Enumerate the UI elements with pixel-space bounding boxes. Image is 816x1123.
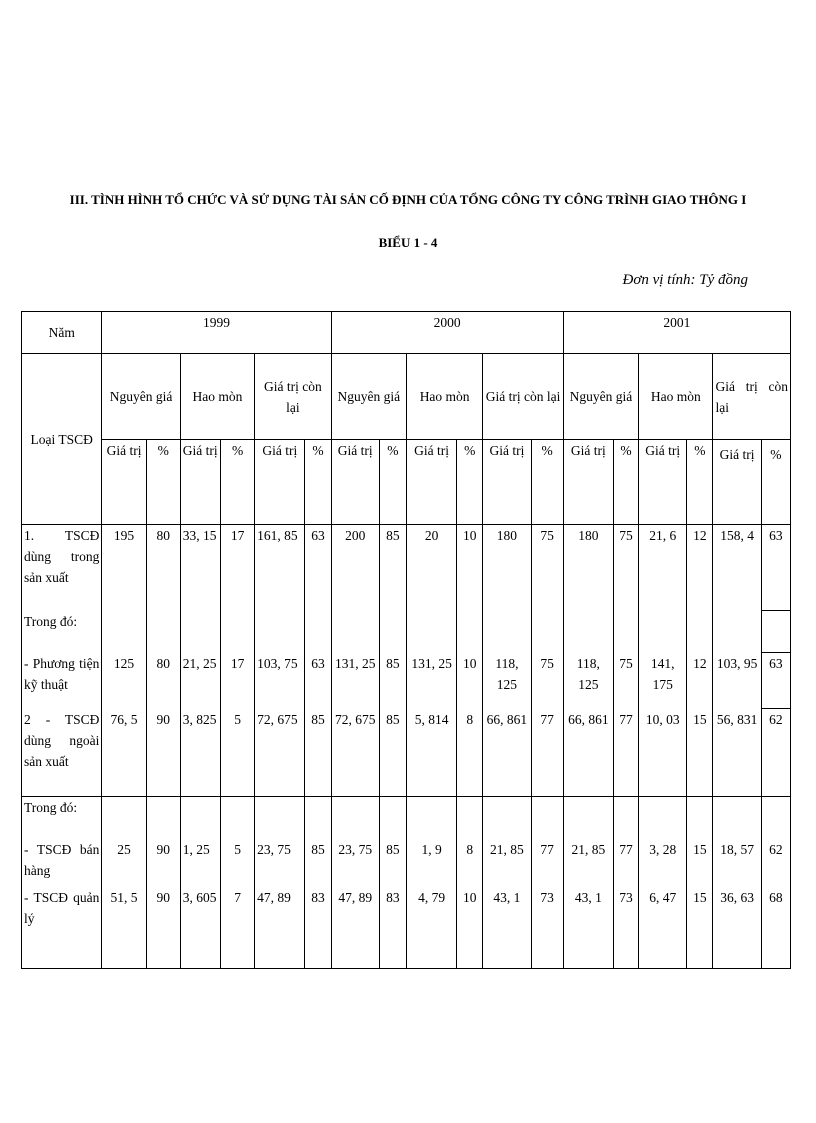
- header-group: Giá trị còn lại: [255, 354, 331, 440]
- value-cell: 103, 95: [713, 653, 761, 709]
- percent-cell: 17: [221, 525, 255, 611]
- value-cell: 195: [102, 525, 146, 611]
- value-cell: 3, 825: [180, 709, 220, 797]
- header-year-label: Năm: [22, 312, 102, 354]
- value-cell: 5, 814: [406, 709, 456, 797]
- percent-cell: 75: [531, 653, 563, 709]
- row-label: - Phương tiện kỹ thuật: [22, 653, 102, 709]
- value-cell: 131, 25: [331, 653, 379, 709]
- percent-cell: 85: [379, 709, 406, 797]
- percent-cell: 83: [379, 887, 406, 969]
- header-sub-value: Giá trị: [713, 440, 761, 525]
- header-year-1999: 1999: [102, 312, 331, 354]
- value-cell: 161, 85: [255, 525, 305, 611]
- header-group: Giá trị còn lại: [483, 354, 563, 440]
- header-sub-pct: %: [305, 440, 331, 525]
- percent-cell: 85: [305, 709, 331, 797]
- header-sub-value: Giá trị: [180, 440, 220, 525]
- row-label: Trong đó:: [22, 797, 102, 839]
- value-cell: 23, 75: [331, 839, 379, 887]
- percent-cell: 8: [457, 839, 483, 887]
- header-sub-row: [22, 440, 791, 525]
- header-sub-value: Giá trị: [563, 440, 613, 525]
- value-cell: 180: [563, 525, 613, 611]
- header-sub-value: Giá trị: [639, 440, 687, 525]
- header-sub-pct: %: [457, 440, 483, 525]
- header-group-row: [22, 354, 791, 440]
- value-cell: 1, 9: [406, 839, 456, 887]
- table-row: [22, 525, 791, 611]
- value-cell: 3, 28: [639, 839, 687, 887]
- percent-cell: 17: [221, 653, 255, 709]
- table-caption: BIỂU 1 - 4: [378, 235, 438, 250]
- percent-cell: 12: [687, 653, 713, 709]
- header-sub-pct: %: [221, 440, 255, 525]
- header-sub-value: Giá trị: [102, 440, 146, 525]
- value-cell: 66, 861: [483, 709, 531, 797]
- table-row: [22, 611, 791, 653]
- percent-cell: 68: [761, 887, 790, 969]
- header-group: Hao mòn: [639, 354, 713, 440]
- header-year-2000: 2000: [331, 312, 563, 354]
- table-row: [22, 797, 791, 839]
- value-cell: 21, 85: [483, 839, 531, 887]
- value-cell: 33, 15: [180, 525, 220, 611]
- header-sub-pct: %: [531, 440, 563, 525]
- header-group: Nguyên giá: [331, 354, 406, 440]
- value-cell: 47, 89: [255, 887, 305, 969]
- header-group: Nguyên giá: [102, 354, 180, 440]
- value-cell: 131, 25: [406, 653, 456, 709]
- value-cell: 10, 03: [639, 709, 687, 797]
- percent-cell: 85: [305, 839, 331, 887]
- percent-cell: 63: [305, 653, 331, 709]
- value-cell: 36, 63: [713, 887, 761, 969]
- percent-cell: 77: [613, 709, 638, 797]
- percent-cell: 7: [221, 887, 255, 969]
- table-row: [22, 839, 791, 887]
- value-cell: 6, 47: [639, 887, 687, 969]
- percent-cell: 77: [531, 839, 563, 887]
- percent-cell: 73: [531, 887, 563, 969]
- header-group: Nguyên giá: [563, 354, 638, 440]
- percent-cell: 75: [613, 525, 638, 611]
- percent-cell: 85: [379, 839, 406, 887]
- header-year-row: [22, 312, 791, 354]
- value-cell: 158, 4: [713, 525, 761, 611]
- value-cell: 125: [102, 653, 146, 709]
- header-sub-value: Giá trị: [331, 440, 379, 525]
- value-cell: 4, 79: [406, 887, 456, 969]
- value-cell: 1, 25: [180, 839, 220, 887]
- header-type-label: Loại TSCĐ: [22, 354, 102, 525]
- percent-cell: 10: [457, 653, 483, 709]
- percent-cell: 5: [221, 839, 255, 887]
- percent-cell: 15: [687, 709, 713, 797]
- percent-cell: 75: [613, 653, 638, 709]
- percent-cell: 80: [146, 653, 180, 709]
- value-cell: 25: [102, 839, 146, 887]
- percent-cell: 77: [531, 709, 563, 797]
- header-group: Hao mòn: [180, 354, 254, 440]
- value-cell: 43, 1: [563, 887, 613, 969]
- value-cell: 21, 6: [639, 525, 687, 611]
- percent-cell: 10: [457, 887, 483, 969]
- value-cell: 118, 125: [483, 653, 531, 709]
- value-cell: 3, 605: [180, 887, 220, 969]
- value-cell: 66, 861: [563, 709, 613, 797]
- header-year-2001: 2001: [563, 312, 790, 354]
- table-row: [22, 653, 791, 709]
- header-sub-pct: %: [687, 440, 713, 525]
- table-row: [22, 887, 791, 969]
- percent-cell: 63: [761, 653, 790, 709]
- percent-cell: 85: [379, 525, 406, 611]
- row-label: - TSCĐ quản lý: [22, 887, 102, 969]
- percent-cell: 5: [221, 709, 255, 797]
- percent-cell: 80: [146, 525, 180, 611]
- percent-cell: 75: [531, 525, 563, 611]
- header-sub-pct: %: [613, 440, 638, 525]
- percent-cell: 62: [761, 709, 790, 797]
- percent-cell: 85: [379, 653, 406, 709]
- header-sub-value: Giá trị: [406, 440, 456, 525]
- value-cell: 200: [331, 525, 379, 611]
- percent-cell: 15: [687, 887, 713, 969]
- value-cell: 56, 831: [713, 709, 761, 797]
- percent-cell: 63: [305, 525, 331, 611]
- value-cell: 72, 675: [331, 709, 379, 797]
- row-label: Trong đó:: [22, 611, 102, 653]
- percent-cell: 90: [146, 839, 180, 887]
- percent-cell: 90: [146, 887, 180, 969]
- unit-note: Đơn vị tính: Tỷ đồng: [622, 272, 748, 288]
- document-title: III. TÌNH HÌNH TỔ CHỨC VÀ SỬ DỤNG TÀI SẢN CỐ ĐỊNH CỦA TỔNG CÔNG TY CÔNG TRÌNH GIAO THÔNG I: [69, 192, 747, 207]
- header-sub-value: Giá trị: [483, 440, 531, 525]
- percent-cell: 12: [687, 525, 713, 611]
- value-cell: 118, 125: [563, 653, 613, 709]
- header-sub-pct: %: [379, 440, 406, 525]
- value-cell: 72, 675: [255, 709, 305, 797]
- header-sub-pct: %: [761, 440, 790, 525]
- percent-cell: 83: [305, 887, 331, 969]
- value-cell: 43, 1: [483, 887, 531, 969]
- value-cell: 21, 85: [563, 839, 613, 887]
- percent-cell: 73: [613, 887, 638, 969]
- table-row: [22, 709, 791, 797]
- header-group: Giá trị còn lại: [713, 354, 791, 440]
- value-cell: 47, 89: [331, 887, 379, 969]
- header-sub-pct: %: [146, 440, 180, 525]
- header-sub-value: Giá trị: [255, 440, 305, 525]
- value-cell: 23, 75: [255, 839, 305, 887]
- percent-cell: 63: [761, 525, 790, 611]
- value-cell: 20: [406, 525, 456, 611]
- value-cell: 180: [483, 525, 531, 611]
- value-cell: 76, 5: [102, 709, 146, 797]
- value-cell: 18, 57: [713, 839, 761, 887]
- row-label: 2 - TSCĐ dùng ngoài sản xuất: [22, 709, 102, 797]
- percent-cell: 10: [457, 525, 483, 611]
- percent-cell: 8: [457, 709, 483, 797]
- fixed-assets-table: [21, 311, 791, 969]
- percent-cell: 90: [146, 709, 180, 797]
- percent-cell: 15: [687, 839, 713, 887]
- value-cell: 141, 175: [639, 653, 687, 709]
- percent-cell: 77: [613, 839, 638, 887]
- header-group: Hao mòn: [406, 354, 482, 440]
- row-label: 1. TSCĐ dùng trong sản xuất: [22, 525, 102, 611]
- value-cell: 51, 5: [102, 887, 146, 969]
- value-cell: 21, 25: [180, 653, 220, 709]
- row-label: - TSCĐ bán hàng: [22, 839, 102, 887]
- percent-cell: 62: [761, 839, 790, 887]
- value-cell: 103, 75: [255, 653, 305, 709]
